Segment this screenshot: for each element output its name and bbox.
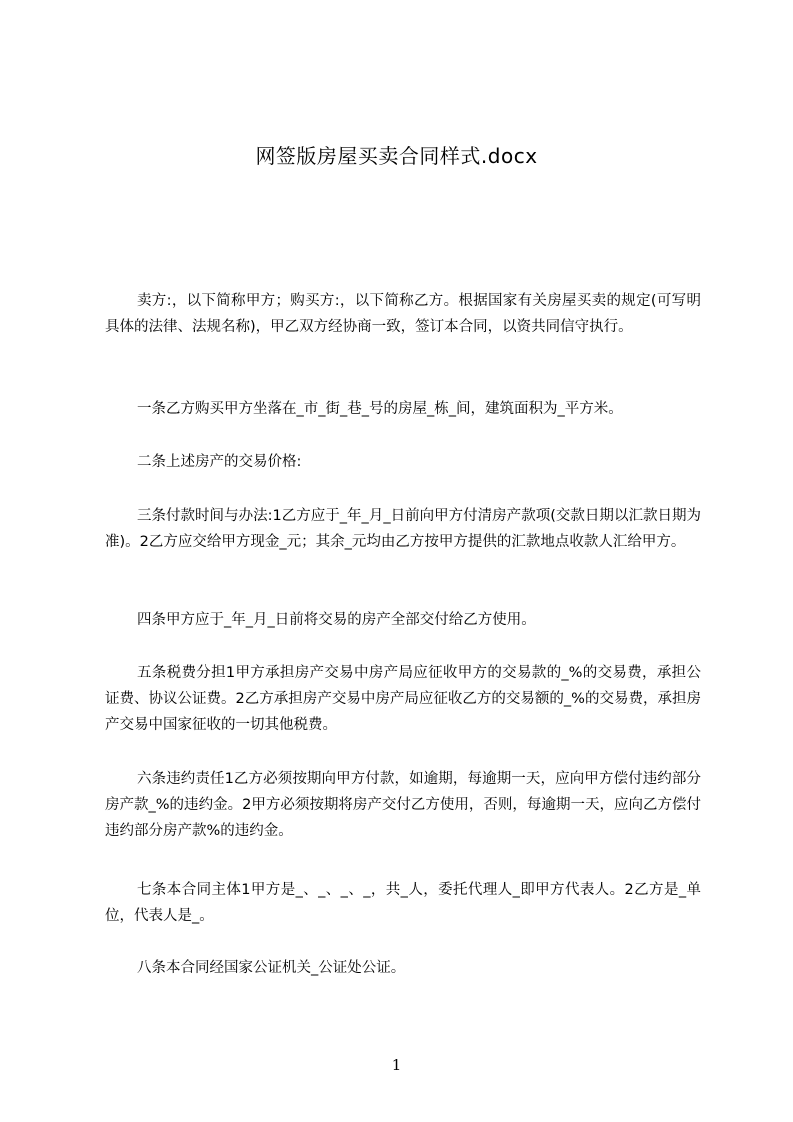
paragraph-article-5: 五条税费分担1甲方承担房产交易中房产局应征收甲方的交易款的_%的交易费，承担公证费、协议公证费。2乙方承担房产交易中房产局应征收乙方的交易额的_%的交易费，承担房产交易中国家征收的一切其他税费。 (105, 665, 701, 733)
document-title: 网签版房屋买卖合同样式.docx (255, 144, 538, 168)
paragraph-article-8: 八条本合同经国家公证机关_公证处公证。 (137, 960, 406, 976)
paragraph-article-6: 六条违约责任1乙方必须按期向甲方付款，如逾期，每逾期一天，应向甲方偿付违约部分房产款_%的违约金。2甲方必须按期将房产交付乙方使用，否则，每逾期一天，应向乙方偿付违约部分房产款%的违约金。 (105, 771, 701, 839)
paragraph-preamble: 卖方:，以下简称甲方；购买方:，以下简称乙方。根据国家有关房屋买卖的规定(可写明具体的法律、法规名称)，甲乙双方经协商一致，签订本合同，以资共同信守执行。 (105, 293, 701, 335)
paragraph-article-2: 二条上述房产的交易价格: (137, 454, 302, 470)
paragraph-article-7: 七条本合同主体1甲方是_、_、_、_，共_人，委托代理人_即甲方代表人。2乙方是_单位，代表人是_。 (105, 882, 701, 924)
paragraph-article-3: 三条付款时间与办法:1乙方应于_年_月_日前向甲方付清房产款项(交款日期以汇款日期为准)。2乙方应交给甲方现金_元；其余_元均由乙方按甲方提供的汇款地点收款人汇给甲方。 (105, 508, 701, 550)
paragraph-article-4: 四条甲方应于_年_月_日前将交易的房产全部交付给乙方使用。 (137, 612, 536, 628)
paragraph-article-1: 一条乙方购买甲方坐落在_市_街_巷_号的房屋_栋_间，建筑面积为_平方米。 (137, 401, 623, 417)
page-number: 1 (391, 1056, 402, 1074)
